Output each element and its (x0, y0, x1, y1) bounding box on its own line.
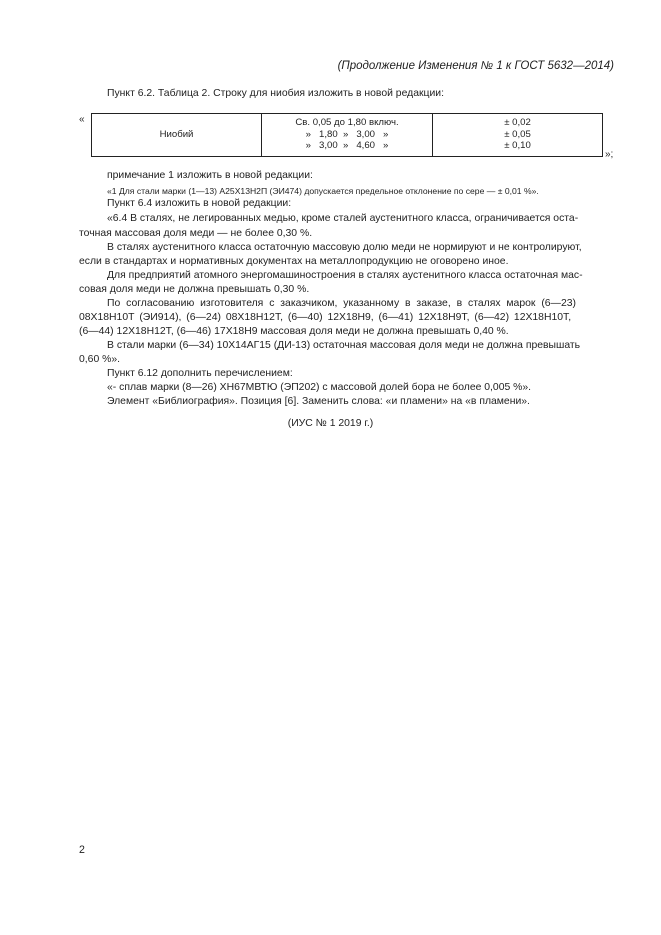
note-text: «1 Для стали марки (1—13) А25Х13Н2П (ЭИ474) допускается предельное отклонение по сере — ± 0,01 %». (107, 186, 539, 196)
nuclear-line-2: совая доля меди не должна превышать 0,30 %. (79, 284, 310, 295)
element-cell: Ниобий (92, 114, 262, 156)
range-cell (262, 114, 433, 156)
range-row-2: » 1,80 » 3,00 » (305, 128, 389, 140)
intro-text: Пункт 6.2. Таблица 2. Строку для ниобия изложить в новой редакции: (107, 88, 444, 99)
clause-6-4-line-1: «6.4 В сталях, не легированных медью, кроме сталей аустенитного класса, ограничивается оста- (107, 213, 579, 224)
range-row-3: » 3,00 » 4,60 » (305, 140, 389, 151)
note-intro: примечание 1 изложить в новой редакции: (107, 170, 313, 181)
bibliography-change: Элемент «Библиография». Позиция [6]. Заменить слова: «и пламени» на «в пламени». (107, 396, 530, 407)
clause-6-4-intro: Пункт 6.4 изложить в новой редакции: (107, 198, 292, 209)
tolerance-row-1: ± 0,02 (504, 117, 531, 128)
niobium-table (91, 113, 603, 157)
agreement-line-2: 08Х18Н10Т (ЭИ914), (6—24) 08Х18Н12Т, (6—40) 12Х18Н9, (6—41) 12Х18Н9Т, (6—42) 12Х18Н10Т, (79, 312, 572, 323)
clause-6-12-item: «- сплав марки (8—26) ХН67МВТЮ (ЭП202) с массовой долей бора не более 0,005 %». (107, 382, 532, 393)
running-header: (Продолжение Изменения № 1 к ГОСТ 5632—2014) (337, 60, 614, 72)
agreement-line-3: (6—44) 12Х18Н12Т, (6—46) 17Х18Н9 массовая доля меди не должна превышать 0,40 %. (79, 326, 509, 337)
tolerance-row-2: ± 0,05 (504, 128, 531, 140)
austenitic-line-2: если в стандартах и нормативных документах на металлопродукцию не оговорено иное. (79, 256, 509, 267)
di13-line-1: В стали марки (6—34) 10Х14АГ15 (ДИ-13) остаточная массовая доля меди не должна превышать (107, 340, 581, 351)
di13-line-2: 0,60 %». (79, 354, 121, 365)
agreement-line-1: По согласованию изготовителя с заказчиком, указанному в заказе, в сталях марок (6—23) (107, 298, 576, 309)
table-open-quote: « (79, 114, 85, 125)
clause-6-4-line-2: точная массовая доля меди — не более 0,30 %. (79, 228, 313, 239)
table-close-quote: »; (605, 149, 614, 160)
nuclear-line-1: Для предприятий атомного энергомашиностроения в сталях аустенитного класса остаточная мас- (107, 270, 583, 281)
tolerance-row-3: ± 0,10 (504, 140, 531, 151)
tolerance-cell (433, 114, 602, 156)
range-row-1: Св. 0,05 до 1,80 включ. (295, 117, 399, 128)
ius-footer: (ИУС № 1 2019 г.) (287, 418, 374, 429)
austenitic-line-1: В сталях аустенитного класса остаточную массовую долю меди не нормируют и не контролируют, (107, 242, 582, 253)
clause-6-12-intro: Пункт 6.12 дополнить перечислением: (107, 368, 293, 379)
page-number: 2 (79, 844, 85, 856)
